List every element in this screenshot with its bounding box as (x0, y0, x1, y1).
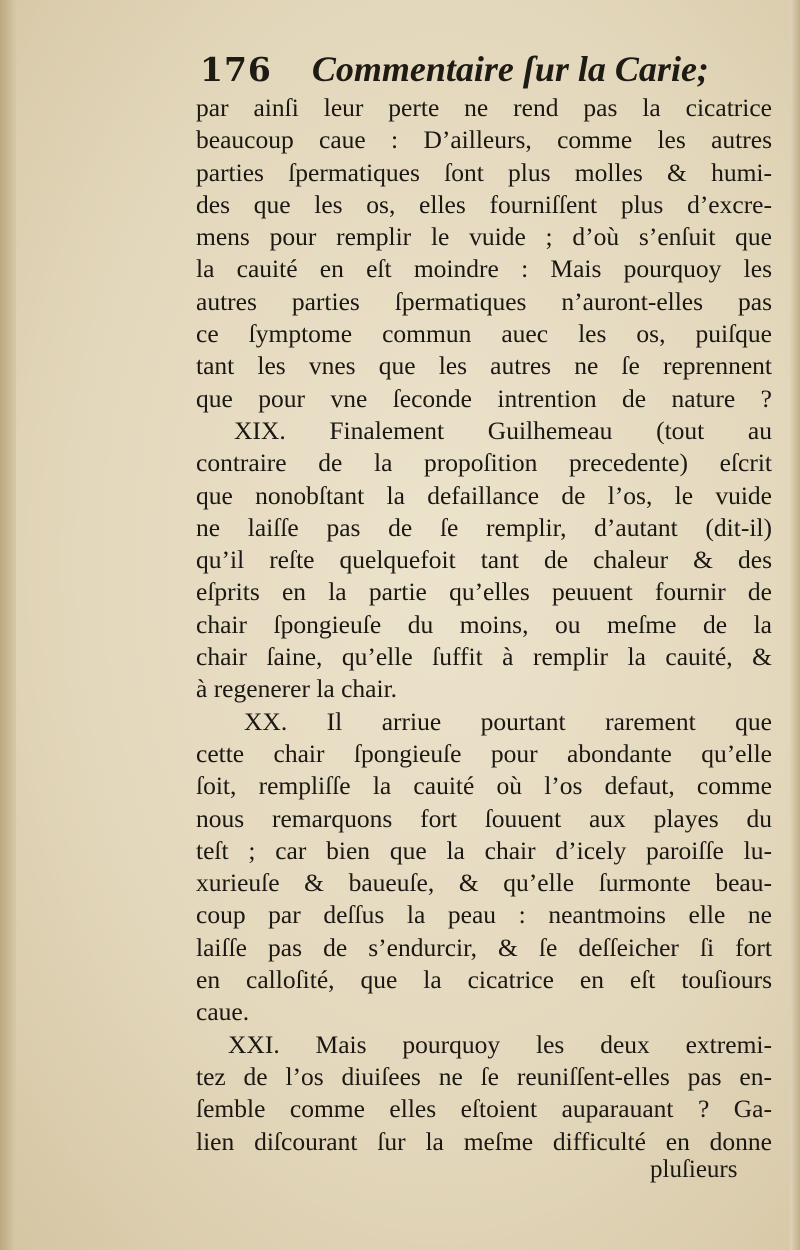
text-line: tant les vnes que les autres ne ſe reprennent (196, 351, 772, 381)
text-line: chair ſpongieuſe du moins, ou meſme de la (196, 609, 772, 639)
section-start-line: XIX. Finalement Guilhemeau (tout au (234, 415, 772, 445)
text-line: que pour vne ſeconde intrention de nature ? (196, 383, 772, 413)
page-edge-shadow (0, 0, 16, 1250)
text-line: beaucoup caue : D’ailleurs, comme les autres (196, 125, 772, 155)
text-line: chair ſaine, qu’elle ſuffit à remplir la cauité, & (196, 642, 772, 672)
running-title: Commentaire ſur la Carie; (311, 49, 709, 89)
page-number: 176 (200, 50, 272, 89)
body-text (196, 92, 772, 1158)
text-line: eſprits en la partie qu’elles peuuent fournir de (196, 577, 772, 607)
text-line: coup par deſſus la peau : neantmoins elle ne (196, 900, 772, 930)
section-start-line: XXI. Mais pourquoy les deux extremi- (228, 1029, 772, 1059)
text-line: la cauité en eſt moindre : Mais pourquoy les (196, 254, 772, 284)
page-header (200, 48, 720, 98)
text-line: tez de l’os diuiſees ne ſe reuniſſent-elles pas en- (196, 1061, 772, 1091)
text-line: ce ſymptome commun auec les os, puiſque (196, 319, 772, 349)
text-line: ſoit, rempliſſe la cauité où l’os defaut, comme (196, 771, 772, 801)
text-line: caue. (196, 997, 250, 1027)
text-line: autres parties ſpermatiques n’auront-elles pas (196, 286, 772, 316)
text-line: laiſſe pas de s’endurcir, & ſe deſſeicher ſi fort (196, 932, 772, 962)
text-line: nous remarquons fort ſouuent aux playes du (196, 803, 772, 833)
section-start-line: XX. Il arriue pourtant rarement que (244, 706, 772, 736)
text-line: par ainſi leur perte ne rend pas la cicatrice (196, 93, 772, 122)
text-line: des que les os, elles fourniſſent plus d’excre- (196, 189, 772, 219)
text-line: teſt ; car bien que la chair d’icely paroiſſe lu- (196, 835, 772, 865)
text-line: xurieuſe & baueuſe, & qu’elle ſurmonte beau- (196, 868, 772, 898)
text-line: ſemble comme elles eſtoient auparauant ? Ga- (196, 1094, 772, 1124)
text-line: lien diſcourant ſur la meſme difficulté en donne (196, 1126, 772, 1156)
text-line: à regenerer la chair. (196, 674, 398, 704)
text-line: mens pour remplir le vuide ; d’où s’enſuit que (196, 222, 772, 252)
page-edge-shadow (790, 0, 800, 1250)
text-line: ne laiſſe pas de ſe remplir, d’autant (dit-il) (196, 512, 772, 542)
text-line: qu’il reſte quelquefoit tant de chaleur & des (196, 545, 772, 575)
text-line: que nonobſtant la defaillance de l’os, le vuide (196, 480, 772, 510)
text-line: contraire de la propoſition precedente) eſcrit (196, 448, 772, 478)
text-line: parties ſpermatiques ſont plus molles & humi- (196, 157, 772, 187)
text-line: cette chair ſpongieuſe pour abondante qu’elle (196, 738, 772, 768)
catchword: pluſieurs (650, 1156, 738, 1183)
text-line: en calloſité, que la cicatrice en eſt touſiours (196, 965, 772, 995)
